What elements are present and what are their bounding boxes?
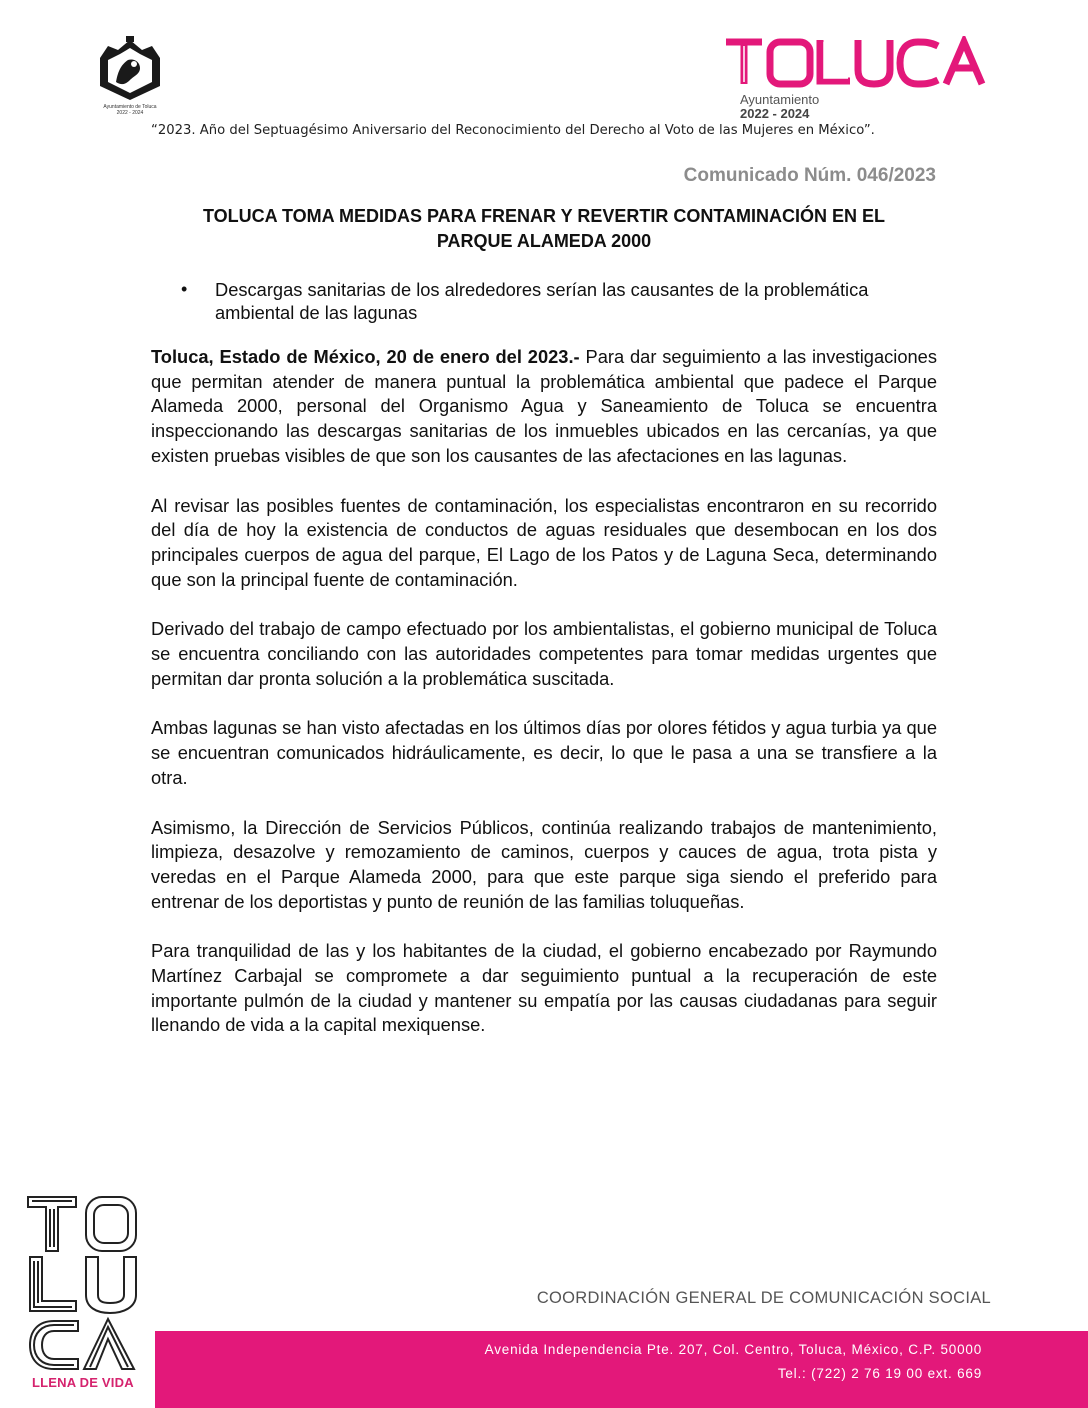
paragraph-3: Derivado del trabajo de campo efectuado por los ambientalistas, el gobierno municipal de Toluca se encuentra conciliando con las autoridades competentes para tomar medidas urgentes que permitan dar pronta solución a la problemática suscitada. xyxy=(151,618,937,689)
seal-caption-title: Ayuntamiento de Toluca xyxy=(103,104,157,110)
summary-bullet-text: Descargas sanitarias de los alrededores serían las causantes de la problemática ambiental de las lagunas xyxy=(215,279,869,323)
seal-caption-years: 2022 - 2024 xyxy=(116,110,144,116)
paragraph-5: Asimismo, la Dirección de Servicios Públicos, continúa realizando trabajos de mantenimiento, limpieza, desazolve y remozamiento de caminos, cuerpos y cauces de agua, trota pista y veredas en el Parque Alameda 2000, para que este parque siga siendo el preferido para entrenar de los deportistas y punto de reunión de las familias toluqueñas. xyxy=(151,816,937,912)
municipal-seal-logo xyxy=(90,36,170,118)
seal-caption xyxy=(90,104,170,116)
headline-line-2: PARQUE ALAMEDA 2000 xyxy=(436,231,652,251)
annual-motto: “2023. Año del Septuagésimo Aniversario del Reconocimiento del Derecho al Voto de las Mujeres en México”. xyxy=(151,123,875,138)
footer-wordmark xyxy=(26,1195,140,1371)
summary-bullet xyxy=(151,278,937,324)
bullet-icon: • xyxy=(181,279,188,299)
footer-toluca-logo xyxy=(26,1195,140,1391)
paragraph-1-text: Para dar seguimiento a las investigaciones que permitan atender de manera puntual la problemática ambiental que padece el Parque Alameda 2000, personal del Organismo Agua y Saneamiento de Toluca se encuentra inspeccionando las descargas sanitarias de los inmuebles ubicados en las cercanías, ya que existen pruebas visibles de que son los causantes de las afectaciones en las lagunas. xyxy=(151,346,937,466)
footer-phone: Tel.: (722) 2 76 19 00 ext. 669 xyxy=(777,1366,982,1381)
article-body xyxy=(151,345,937,1063)
paragraph-4: Ambas lagunas se han visto afectadas en los últimos días por olores fétidos y agua turbia ya que se encuentran comunicados hidráulicamente, es decir, lo que le pasa a una se transfiere a la otra. xyxy=(151,717,937,788)
communique-number: Comunicado Núm. 046/2023 xyxy=(683,165,936,186)
footer-address: Avenida Independencia Pte. 207, Col. Centro, Toluca, México, C.P. 50000 xyxy=(484,1342,982,1357)
footer-tagline: LLENA DE VIDA xyxy=(32,1375,134,1390)
toluca-wordmark xyxy=(724,36,986,88)
brand-subtitle: Ayuntamiento xyxy=(740,92,820,107)
dateline: Toluca, Estado de México, 20 de enero del 2023.- xyxy=(151,346,580,367)
paragraph-2: Al revisar las posibles fuentes de contaminación, los especialistas encontraron en su recorrido del día de hoy la existencia de conductos de aguas residuales que desembocan en los dos principales cuerpos de agua del parque, El Lago de los Patos y de Laguna Seca, determinando que son la principal fuente de contaminación. xyxy=(151,494,937,590)
toluca-brand-logo xyxy=(724,36,986,126)
paragraph-6: Para tranquilidad de las y los habitantes de la ciudad, el gobierno encabezado por Raymundo Martínez Carbajal se compromete a dar seguimiento puntual a la recuperación de este importante pulmón de la ciudad y mantener su empatía por las causas ciudadanas para seguir llenando de vida a la capital mexiquense. xyxy=(151,940,937,1036)
headline-line-1: TOLUCA TOMA MEDIDAS PARA FRENAR Y REVERTIR CONTAMINACIÓN EN EL xyxy=(202,206,886,226)
department-name: COORDINACIÓN GENERAL DE COMUNICACIÓN SOCIAL xyxy=(536,1289,991,1307)
paragraph-1 xyxy=(151,345,937,469)
brand-years: 2022 - 2024 xyxy=(740,106,810,121)
headline xyxy=(151,204,937,254)
seal-emblem-icon xyxy=(90,36,170,102)
